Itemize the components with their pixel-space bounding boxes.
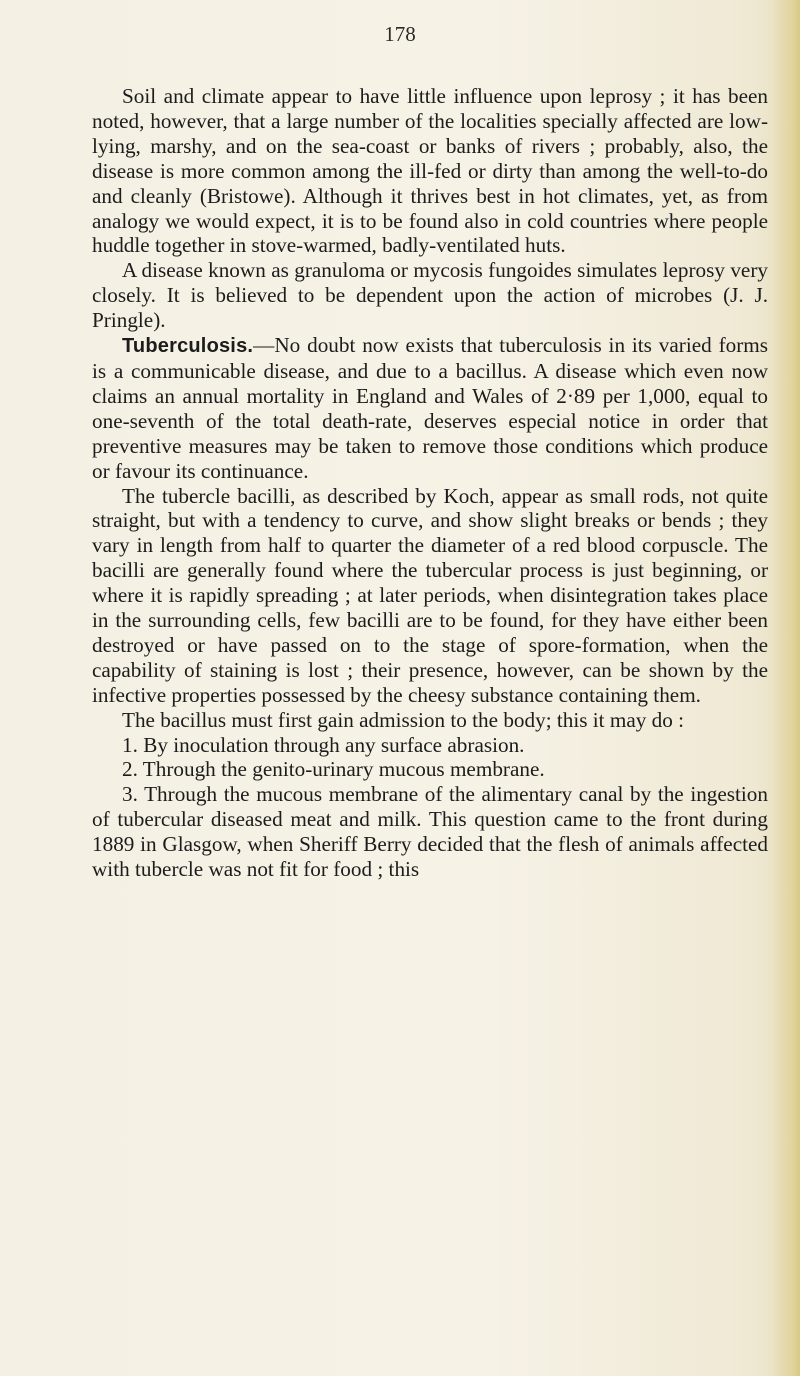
paragraph-soil-climate: Soil and climate appear to have little influence upon leprosy ; it has been noted, however, that a large number of the localities specially affected are low-lying, marshy, and on the sea-coast or banks of rivers ; probably, also, the disease is more common among the ill-fed or dirty than among the well-to-do and cleanly (Bristowe). Although it thrives best in hot climates, yet, as from analogy we would expect, it is to be found also in cold countries where people huddle together in stove-warmed, badly-ventilated huts. bbox=[92, 84, 768, 258]
paragraph-admission: The bacillus must first gain admission to the body; this it may do : bbox=[122, 707, 685, 732]
text-body bbox=[92, 84, 768, 882]
paragraph-tubercle-bacilli: The tubercle bacilli, as described by Koch, appear as small rods, not quite straight, but with a tendency to curve, and show slight breaks or bends ; they vary in length from half to quarter the diameter of a red blood corpuscle. The bacilli are generally found where the tubercular process is just beginning, or where it is rapidly spreading ; at later periods, when disintegration takes place in the surrounding cells, few bacilli are to be found, for they have either been destroyed or have passed on to the stage of spore-formation, when the capability of staining is lost ; their presence, however, can be shown by the infective properties possessed by the cheesy substance containing them. bbox=[92, 483, 768, 707]
list-item-inoculation: 1. By inoculation through any surface abrasion. bbox=[122, 732, 525, 757]
page-edge-stain bbox=[770, 0, 800, 1376]
section-heading-tuberculosis: Tuberculosis. bbox=[122, 335, 254, 358]
paragraph-granuloma: A disease known as granuloma or mycosis fungoides simulates leprosy very closely. It is believed to be dependent upon the action of microbes (J. J. Pringle). bbox=[92, 258, 768, 333]
list-item-genito-urinary: 2. Through the genito-urinary mucous membrane. bbox=[122, 757, 545, 782]
list-item-alimentary: 3. Through the mucous membrane of the alimentary canal by the ingestion of tubercular diseased meat and milk. This question came to the front during 1889 in Glasgow, when Sheriff Berry decided that the flesh of animals affected with tubercle was not fit for food ; this bbox=[92, 782, 768, 882]
paragraph-tuberculosis-text: —No doubt now exists that tuberculosis in its varied forms is a communicable disease, and due to a bacillus. A disease which even now claims an annual mortality in England and Wales of 2·89 per 1,000, equal to one-seventh of the total death-rate, deserves especial notice in order that preventive measures may be taken to remove those conditions which produce or favour its continuance. bbox=[92, 333, 768, 483]
page-number: 178 bbox=[384, 22, 416, 46]
paragraph-tuberculosis bbox=[92, 333, 768, 483]
